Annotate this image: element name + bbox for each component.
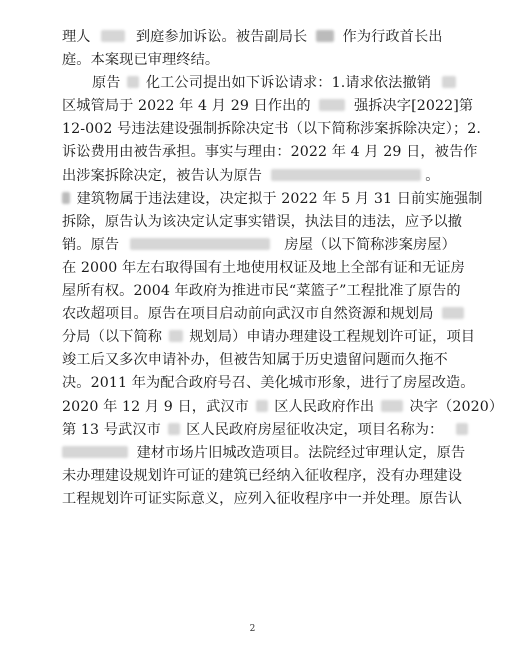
line-fragment: 分局（以下简称	[62, 329, 163, 346]
redacted-text	[62, 192, 70, 204]
redacted-text	[442, 307, 464, 319]
line-fragment: 区城管局于 2022 年 4 月 29 日作出的	[62, 98, 311, 115]
redacted-text	[168, 423, 180, 435]
text-line: 12-002 号违法建设强制拆除决定书（以下简称涉案拆除决定）；2.	[62, 121, 481, 138]
text-line	[62, 419, 462, 442]
text-line	[62, 326, 476, 349]
redacted-text	[169, 330, 183, 342]
text-line: 诉讼费用由被告承担。事实与理由：2022 年 4 月 29 日，被告作	[62, 144, 478, 161]
text-line: 拆除，原告认为该决定认定事实错误，执法目的违法，应予以撤	[62, 213, 463, 230]
line-fragment: 销。原告	[62, 236, 120, 253]
text-line: 竣工后又多次申请补办，但被告知属于历史遗留问题而久拖不	[62, 352, 448, 369]
line-fragment: 建材市场片旧城改造项目。法院经过审理认定，原告	[136, 444, 466, 461]
text-line: 决。2011 年为配合政府号召、美化城市形象，进行了房屋改造。	[62, 375, 475, 392]
line-fragment: 到庭参加诉讼。被告副局长	[135, 29, 308, 45]
line-fragment: 出涉案拆除决定，被告认为原告	[62, 167, 263, 184]
text-line: 屋所有权。2004 年政府为推进市民“菜篮子”工程批准了原告的	[62, 283, 461, 300]
redacted-text	[256, 400, 268, 412]
redacted-text	[319, 99, 345, 111]
redacted-text	[381, 400, 403, 412]
redacted-text	[101, 30, 125, 42]
line-fragment: 决字（2020）	[409, 398, 504, 415]
redacted-text	[127, 76, 139, 88]
redacted-text	[442, 76, 456, 88]
line-fragment: 2020 年 12 月 9 日，武汉市	[62, 398, 249, 415]
text-line: 庭。本案现已审理终结。	[62, 52, 220, 69]
line-fragment: 建筑物属于违法建设，决定拟于 2022 年 5 月 31 日前实施强制	[76, 190, 483, 207]
text-line	[62, 396, 504, 419]
redacted-text	[62, 446, 128, 458]
text-line	[62, 72, 462, 95]
line-fragment: 第 13 号武汉市	[62, 421, 161, 438]
text-line: 未办理建设规划许可证的建筑已经纳入征收程序，没有办理建设	[62, 467, 463, 484]
line-fragment: 化工公司提出如下诉讼请求：1.请求依法撤销	[145, 75, 432, 92]
redacted-text	[456, 423, 468, 435]
line-fragment: 作为行政首长出	[342, 29, 443, 45]
line-fragment: 区人民政府房屋征收决定，项目名称为：	[186, 421, 444, 438]
line-fragment: 。	[425, 167, 440, 184]
text-line	[62, 95, 474, 118]
line-fragment: 理人	[62, 29, 91, 45]
line-fragment: 区人民政府作出	[274, 398, 375, 415]
body-text	[62, 26, 504, 511]
text-line	[62, 165, 462, 188]
text-line	[62, 26, 462, 49]
page-number: 2	[249, 624, 256, 634]
text-line	[62, 303, 462, 326]
redacted-text	[316, 30, 334, 42]
text-line	[62, 234, 462, 257]
line-fragment: 强拆决字[2022]第	[353, 98, 474, 115]
text-line: 工程规划许可证实际意义，应列入征收程序中一并处理。原告认	[62, 490, 463, 507]
text-line: 在 2000 年左右取得国有土地使用权证及地上全部有证和无证房	[62, 259, 465, 276]
redacted-text	[130, 238, 270, 250]
line-fragment: 农改超项目。原告在项目启动前向武汉市自然资源和规划局	[62, 306, 434, 323]
line-fragment: 房屋（以下简称涉案房屋）	[284, 236, 456, 253]
redacted-text	[271, 169, 421, 181]
text-line	[62, 442, 466, 465]
line-fragment: 规划局）申请办理建设工程规划许可证，项目	[189, 329, 476, 346]
line-fragment: 原告	[92, 75, 121, 92]
text-line	[62, 188, 483, 211]
